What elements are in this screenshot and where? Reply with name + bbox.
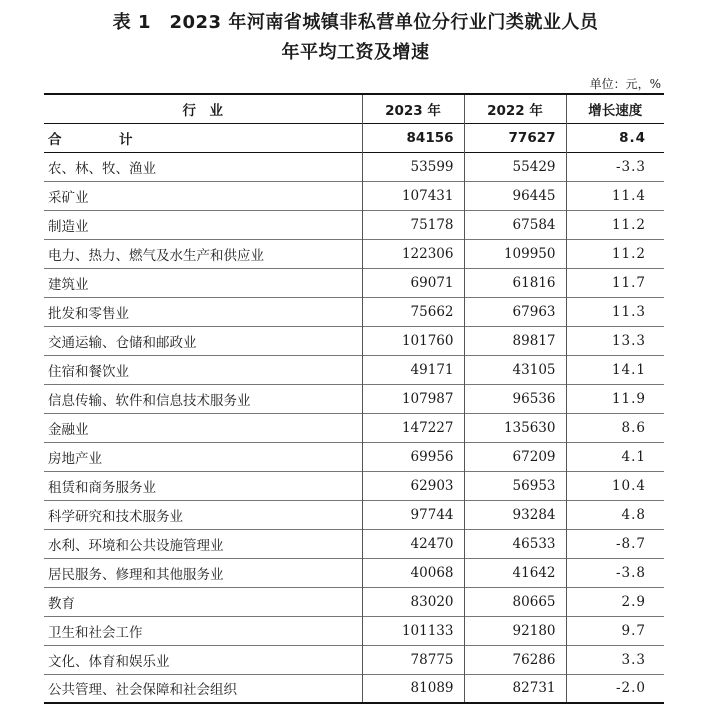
wage-2023-cell: 122306	[362, 239, 464, 268]
unit-note: 单位：元，%	[589, 77, 661, 91]
wage-2023-cell: 83020	[362, 587, 464, 616]
wage-2022-cell: 67584	[464, 210, 566, 239]
wage-2023-cell: 75178	[362, 210, 464, 239]
wage-2023-cell: 40068	[362, 558, 464, 587]
growth-rate-cell: -2.0	[566, 674, 664, 703]
growth-rate-cell: -3.8	[566, 558, 664, 587]
wage-2023-cell: 69956	[362, 442, 464, 471]
growth-rate-cell: -8.7	[566, 529, 664, 558]
growth-rate-cell: -3.3	[566, 152, 664, 181]
growth-rate-cell: 11.9	[566, 384, 664, 413]
wage-2022-cell: 93284	[464, 500, 566, 529]
wage-2022-cell: 67963	[464, 297, 566, 326]
wage-2022-cell: 61816	[464, 268, 566, 297]
growth-rate-cell: 4.8	[566, 500, 664, 529]
header-2023: 2023 年	[362, 94, 464, 123]
growth-rate-cell: 11.2	[566, 239, 664, 268]
industry-cell: 建筑业	[48, 276, 89, 293]
table-row	[44, 471, 664, 500]
wage-2023-cell: 78775	[362, 645, 464, 674]
growth-rate-cell: 11.4	[566, 181, 664, 210]
wage-2023-cell: 147227	[362, 413, 464, 442]
total-row	[44, 123, 664, 152]
industry-cell: 农、林、牧、渔业	[48, 160, 156, 177]
header-row	[44, 94, 664, 123]
wage-2023-cell: 101133	[362, 616, 464, 645]
industry-cell: 信息传输、软件和信息技术服务业	[48, 392, 251, 409]
growth-rate-cell: 8.4	[566, 123, 664, 152]
wage-2023-cell: 84156	[362, 123, 464, 152]
table-body	[44, 123, 664, 703]
growth-rate-cell: 11.7	[566, 268, 664, 297]
growth-rate-cell: 4.1	[566, 442, 664, 471]
table-row	[44, 268, 664, 297]
header-growth: 增长速度	[566, 94, 664, 123]
wage-2022-cell: 89817	[464, 326, 566, 355]
wage-2023-cell: 53599	[362, 152, 464, 181]
wage-2023-cell: 75662	[362, 297, 464, 326]
table-title: 表 1 2023 年河南省城镇非私营单位分行业门类就业人员	[112, 12, 599, 33]
wage-2022-cell: 46533	[464, 529, 566, 558]
industry-cell: 住宿和餐饮业	[48, 363, 129, 380]
table-row	[44, 181, 664, 210]
industry-cell: 批发和零售业	[48, 305, 129, 322]
industry-cell: 交通运输、仓储和邮政业	[48, 334, 197, 351]
growth-rate-cell: 10.4	[566, 471, 664, 500]
wage-2023-cell: 69071	[362, 268, 464, 297]
wage-2022-cell: 41642	[464, 558, 566, 587]
table-row	[44, 413, 664, 442]
wage-2022-cell: 67209	[464, 442, 566, 471]
wage-2023-cell: 81089	[362, 674, 464, 703]
industry-cell: 电力、热力、燃气及水生产和供应业	[48, 247, 264, 264]
growth-rate-cell: 14.1	[566, 355, 664, 384]
growth-rate-cell: 8.6	[566, 413, 664, 442]
table-row	[44, 558, 664, 587]
industry-cell: 租赁和商务服务业	[48, 479, 156, 496]
table-row	[44, 645, 664, 674]
growth-rate-cell: 11.2	[566, 210, 664, 239]
table-row	[44, 529, 664, 558]
growth-rate-cell: 2.9	[566, 587, 664, 616]
industry-cell: 合 计	[48, 131, 155, 148]
header-industry: 行 业	[182, 102, 223, 119]
table-row	[44, 355, 664, 384]
wage-2023-cell: 97744	[362, 500, 464, 529]
growth-rate-cell: 3.3	[566, 645, 664, 674]
industry-cell: 公共管理、社会保障和社会组织	[48, 682, 237, 699]
wage-2022-cell: 82731	[464, 674, 566, 703]
wage-2023-cell: 42470	[362, 529, 464, 558]
wage-2023-cell: 101760	[362, 326, 464, 355]
wage-2022-cell: 109950	[464, 239, 566, 268]
table-row	[44, 210, 664, 239]
wage-2022-cell: 96445	[464, 181, 566, 210]
table-subtitle: 年平均工资及增速	[281, 42, 430, 63]
industry-cell: 水利、环境和公共设施管理业	[48, 537, 224, 554]
wage-2023-cell: 107431	[362, 181, 464, 210]
wage-2023-cell: 62903	[362, 471, 464, 500]
industry-cell: 卫生和社会工作	[48, 624, 143, 641]
header-2022: 2022 年	[464, 94, 566, 123]
industry-cell: 居民服务、修理和其他服务业	[48, 566, 224, 583]
table-row	[44, 152, 664, 181]
wage-2022-cell: 77627	[464, 123, 566, 152]
wage-2022-cell: 56953	[464, 471, 566, 500]
table-row	[44, 384, 664, 413]
industry-cell: 制造业	[48, 218, 89, 235]
wage-2022-cell: 43105	[464, 355, 566, 384]
industry-cell: 采矿业	[48, 189, 89, 206]
table-row	[44, 442, 664, 471]
table-row	[44, 297, 664, 326]
growth-rate-cell: 11.3	[566, 297, 664, 326]
table-row	[44, 500, 664, 529]
table-row	[44, 587, 664, 616]
wage-2022-cell: 55429	[464, 152, 566, 181]
wage-2023-cell: 49171	[362, 355, 464, 384]
table-row	[44, 326, 664, 355]
industry-cell: 房地产业	[48, 450, 102, 467]
wage-2022-cell: 76286	[464, 645, 566, 674]
table-row	[44, 674, 664, 703]
industry-cell: 科学研究和技术服务业	[48, 508, 183, 525]
table-row	[44, 239, 664, 268]
wage-2022-cell: 135630	[464, 413, 566, 442]
wage-2022-cell: 96536	[464, 384, 566, 413]
wage-table	[44, 93, 664, 704]
growth-rate-cell: 13.3	[566, 326, 664, 355]
wage-2023-cell: 107987	[362, 384, 464, 413]
table-row	[44, 616, 664, 645]
wage-2022-cell: 80665	[464, 587, 566, 616]
wage-2022-cell: 92180	[464, 616, 566, 645]
industry-cell: 教育	[48, 595, 75, 612]
industry-cell: 金融业	[48, 421, 89, 438]
industry-cell: 文化、体育和娱乐业	[48, 653, 170, 670]
growth-rate-cell: 9.7	[566, 616, 664, 645]
